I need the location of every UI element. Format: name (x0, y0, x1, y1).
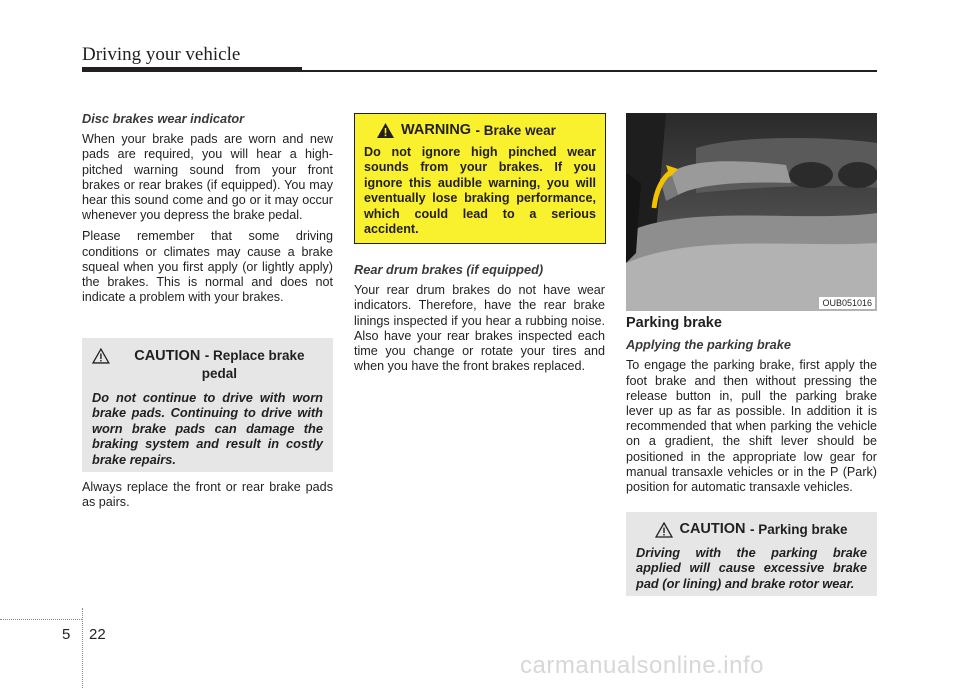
caution-body: Driving with the parking brake applied will cause excessive brake pad (or lining) and brake rotor wear. (636, 545, 867, 591)
parking-brake-title: Parking brake (626, 315, 722, 331)
caution-title (92, 347, 323, 383)
caution-subtitle: - Parking brake (749, 522, 848, 537)
warning-label: WARNING (401, 122, 472, 138)
disc-brakes-para-2: Please remember that some driving conditions or climates may cause a brake squeal when you first apply (or lightly apply) the brakes. This is normal and does not indicate a problem with your brakes. (82, 229, 333, 305)
caution-box-parking-brake (626, 512, 877, 596)
parking-brake-photo (626, 113, 877, 311)
warning-title (364, 122, 596, 140)
column-1 (82, 111, 333, 311)
column-2 (354, 262, 605, 380)
photo-code-label: OUB051016 (819, 297, 875, 309)
drum-brakes-para: Your rear drum brakes do not have wear indicators. Therefore, have the rear brake linings inspected if you hear a rubbing noise. Also have your rear brakes inspected each time you change or rotate your tires and when you have the front brakes replaced. (354, 283, 605, 374)
watermark: carmanualsonline.info (520, 652, 764, 679)
disc-brakes-para-1: When your brake pads are worn and new pads are required, you will hear a high-pitched warning sound from your front brakes or rear brakes (if equipped). You may hear this sound come and go or it may occur whenever you depress the brake pedal. (82, 132, 333, 223)
header-title: Driving your vehicle (82, 44, 241, 65)
caution-label: CAUTION (134, 348, 201, 364)
footer-divider (82, 608, 83, 688)
chapter-number: 5 (62, 626, 71, 643)
warning-triangle-icon (655, 522, 673, 538)
warning-subtitle: - Brake wear (475, 123, 556, 138)
warning-body: Do not ignore high pinched wear sounds from your brakes. If you ignore this audible warning, you will eventually lose braking performance, which could lead to a serious accident. (364, 145, 596, 237)
drum-brakes-subheading: Rear drum brakes (if equipped) (354, 262, 544, 277)
disc-brakes-subheading: Disc brakes wear indicator (82, 111, 245, 126)
warning-triangle-icon (92, 348, 110, 364)
column-3 (626, 316, 877, 501)
parking-brake-para: To engage the parking brake, first apply the foot brake and then without pressing the release button in, pull the parking brake lever up as far as possible. In addition it is recommended that when parking the vehicle on a gradient, the shift lever should be positioned in the appropriate low gear for manual transaxle vehicles or in the P (Park) position for automatic transaxle vehicles. (626, 358, 877, 495)
caution-title (636, 521, 867, 539)
warning-triangle-icon (376, 122, 395, 139)
caution-subtitle: - Replace brake pedal (201, 348, 305, 381)
header-rule-thin (302, 70, 877, 72)
header-rule-thick (82, 67, 302, 72)
replace-pads-para: Always replace the front or rear brake pads as pairs. (82, 480, 333, 510)
caution-label: CAUTION (679, 521, 746, 537)
column-1-bottom (82, 480, 333, 516)
page-number: 22 (89, 626, 106, 643)
warning-box-brake-wear (354, 113, 606, 244)
caution-body: Do not continue to drive with worn brake pads. Continuing to drive with worn brake pads can damage the braking system and result in costly brake repairs. (92, 390, 323, 467)
footer-rule (0, 619, 82, 620)
applying-parking-brake-subheading: Applying the parking brake (626, 337, 791, 353)
caution-box-brake-pedal (82, 338, 333, 472)
parking-brake-illustration (626, 113, 877, 311)
